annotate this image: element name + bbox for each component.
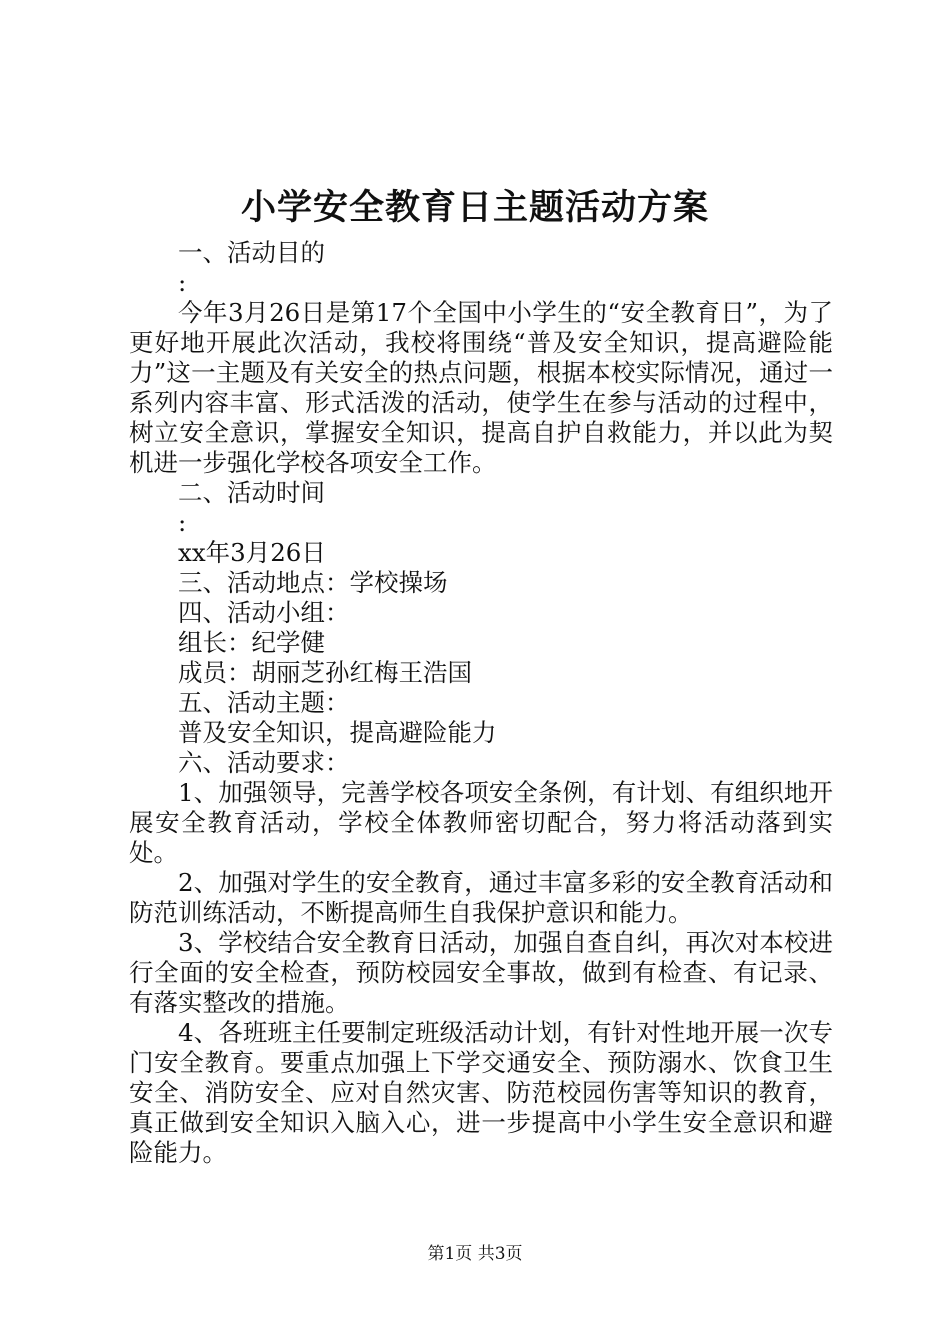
section-colon: : [178,508,187,537]
activity-date: xx年3月26日 [178,538,326,567]
document-title: 小学安全教育日主题活动方案 [240,187,709,228]
activity-theme: 普及安全知识，提高避险能力 [178,718,497,747]
requirement-item: 3、学校结合安全教育日活动，加强自查自纠，再次对本校进行全面的安全检查，预防校园安全事故，做到有检查、有记录、有落实整改的措施。 [129,928,833,1017]
section-heading-time: 二、活动时间 [178,478,325,507]
section-heading-purpose: 一、活动目的 [178,238,325,267]
section-heading-location: 三、活动地点：学校操场 [178,568,448,597]
document-body [129,238,833,1168]
requirement-item: 1、加强领导，完善学校各项安全条例，有计划、有组织地开展安全教育活动，学校全体教师密切配合，努力将活动落到实处。 [129,778,833,867]
paragraph-purpose: 今年3月26日是第17个全国中小学生的“安全教育日”，为了更好地开展此次活动，我校将围绕“普及安全知识，提高避险能力”这一主题及有关安全的热点问题，根据本校实际情况，通过一系列内容丰富、形式活泼的活动，使学生在参与活动的过程中，树立安全意识，掌握安全知识，提高自护自救能力，并以此为契机进一步强化学校各项安全工作。 [129,298,833,477]
section-heading-requirements: 六、活动要求： [178,748,350,777]
section-heading-theme: 五、活动主题： [178,688,350,717]
requirement-item: 2、加强对学生的安全教育，通过丰富多彩的安全教育活动和防范训练活动，不断提高师生自我保护意识和能力。 [129,868,833,927]
section-heading-group: 四、活动小组： [178,598,350,627]
section-colon: : [178,268,187,297]
group-members: 成员：胡丽芝孙红梅王浩国 [178,658,472,687]
group-leader: 组长：纪学健 [178,628,325,657]
requirement-item: 4、各班班主任要制定班级活动计划，有针对性地开展一次专门安全教育。要重点加强上下学交通安全、预防溺水、饮食卫生安全、消防安全、应对自然灾害、防范校园伤害等知识的教育，真正做到安全知识入脑入心，进一步提高中小学生安全意识和避险能力。 [129,1018,833,1167]
page-footer: 第1页 共3页 [427,1244,523,1264]
